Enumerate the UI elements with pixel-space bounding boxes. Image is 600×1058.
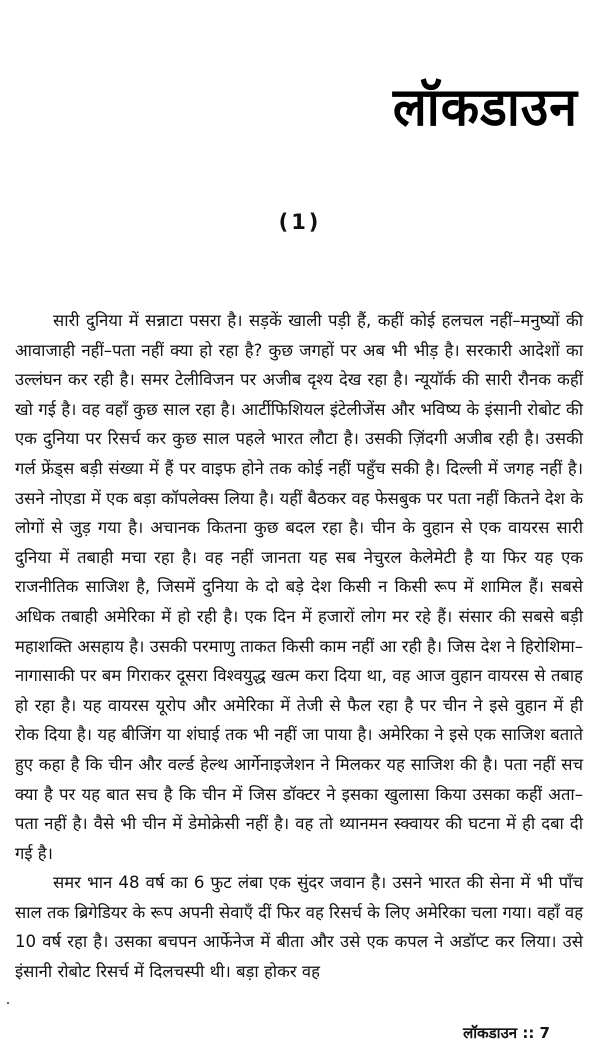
paragraph: समर भान 48 वर्ष का 6 फुट लंबा एक सुंदर जवान है। उसने भारत की सेना में भी पाँच साल तक ब्रिगेडियर के रूप अपनी सेवाएँ दीं फिर वह रिसर्च के लिए अमेरिका चला गया। वहाँ वह 10 वर्ष रहा है। उसका बचपन आर्फेनेज में बीता और उसे एक कपल ने अडॉप्ट कर लिया। उसे इंसानी रोबोट रिसर्च में दिलचस्पी थी। बड़ा होकर वह [15,873,583,982]
page-footer: लॉकडाउन :: 7 [463,1024,550,1042]
section-number: (1) [278,210,322,234]
scan-speck [7,1002,9,1004]
chapter-title: लॉकडाउन [392,76,578,137]
body-text [15,306,583,987]
paragraph: सारी दुनिया में सन्नाटा पसरा है। सड़कें खाली पड़ी हैं, कहीं कोई हलचल नहीं–मनुष्यों की आवाजाही नहीं–पता नहीं क्या हो रहा है? कुछ जगहों पर अब भी भीड़ है। सरकारी आदेशों का उल्लंघन कर रही है। समर टेलीविजन पर अजीब दृश्य देख रहा है। न्यूयॉर्क की सारी रौनक कहीं खो गई है। वह वहाँ कुछ साल रहा है। आर्टीफिशियल इंटेलीजेंस और भविष्य के इंसानी रोबोट की एक दुनिया पर रिसर्च कर कुछ साल पहले भारत लौटा है। उसकी ज़िंदगी अजीब रही है। उसकी गर्ल फ्रेंड्स बड़ी संख्या में हैं पर वाइफ होने तक कोई नहीं पहुँच सकी है। दिल्ली में जगह नहीं है। उसने नोएडा में एक बड़ा कॉपलेक्स लिया है। यहीं बैठकर वह फेसबुक पर पता नहीं कितने देश के लोगों से जुड़ गया है। अचानक कितना कुछ बदल रहा है। चीन के वुहान से एक वायरस सारी दुनिया में तबाही मचा रहा है। वह नहीं जानता यह सब नेचुरल केलेमेटी है या फिर यह एक राजनीतिक साजिश है, जिसमें दुनिया के दो बड़े देश किसी न किसी रूप में शामिल हैं। सबसे अधिक तबाही अमेरिका में हो रही है। एक दिन में हजारों लोग मर रहे हैं। संसार की सबसे बड़ी महाशक्ति असहाय है। उसकी परमाणु ताकत किसी काम नहीं आ रही है। जिस देश ने हिरोशिमा–नागासाकी पर बम गिराकर दूसरा विश्वयुद्ध खत्म करा दिया था, वह आज वुहान वायरस से तबाह हो रहा है। यह वायरस यूरोप और अमेरिका में तेजी से फैल रहा है पर चीन ने इसे वुहान में ही रोक दिया है। यह बीजिंग या शंघाई तक भी नहीं जा पाया है। अमेरिका ने इसे एक साजिश बताते हुए कहा है कि चीन और वर्ल्ड हेल्थ आर्गेनाइजेशन ने मिलकर यह साजिश की है। पता नहीं सच क्या है पर यह बात सच है कि चीन में जिस डॉक्टर ने इसका खुलासा किया उसका कहीं अता–पता नहीं है। वैसे भी चीन में डेमोक्रेसी नहीं है। वह तो थ्यानमन स्क्वायर की घटना में ही दबा दी गई है। [15,311,584,863]
